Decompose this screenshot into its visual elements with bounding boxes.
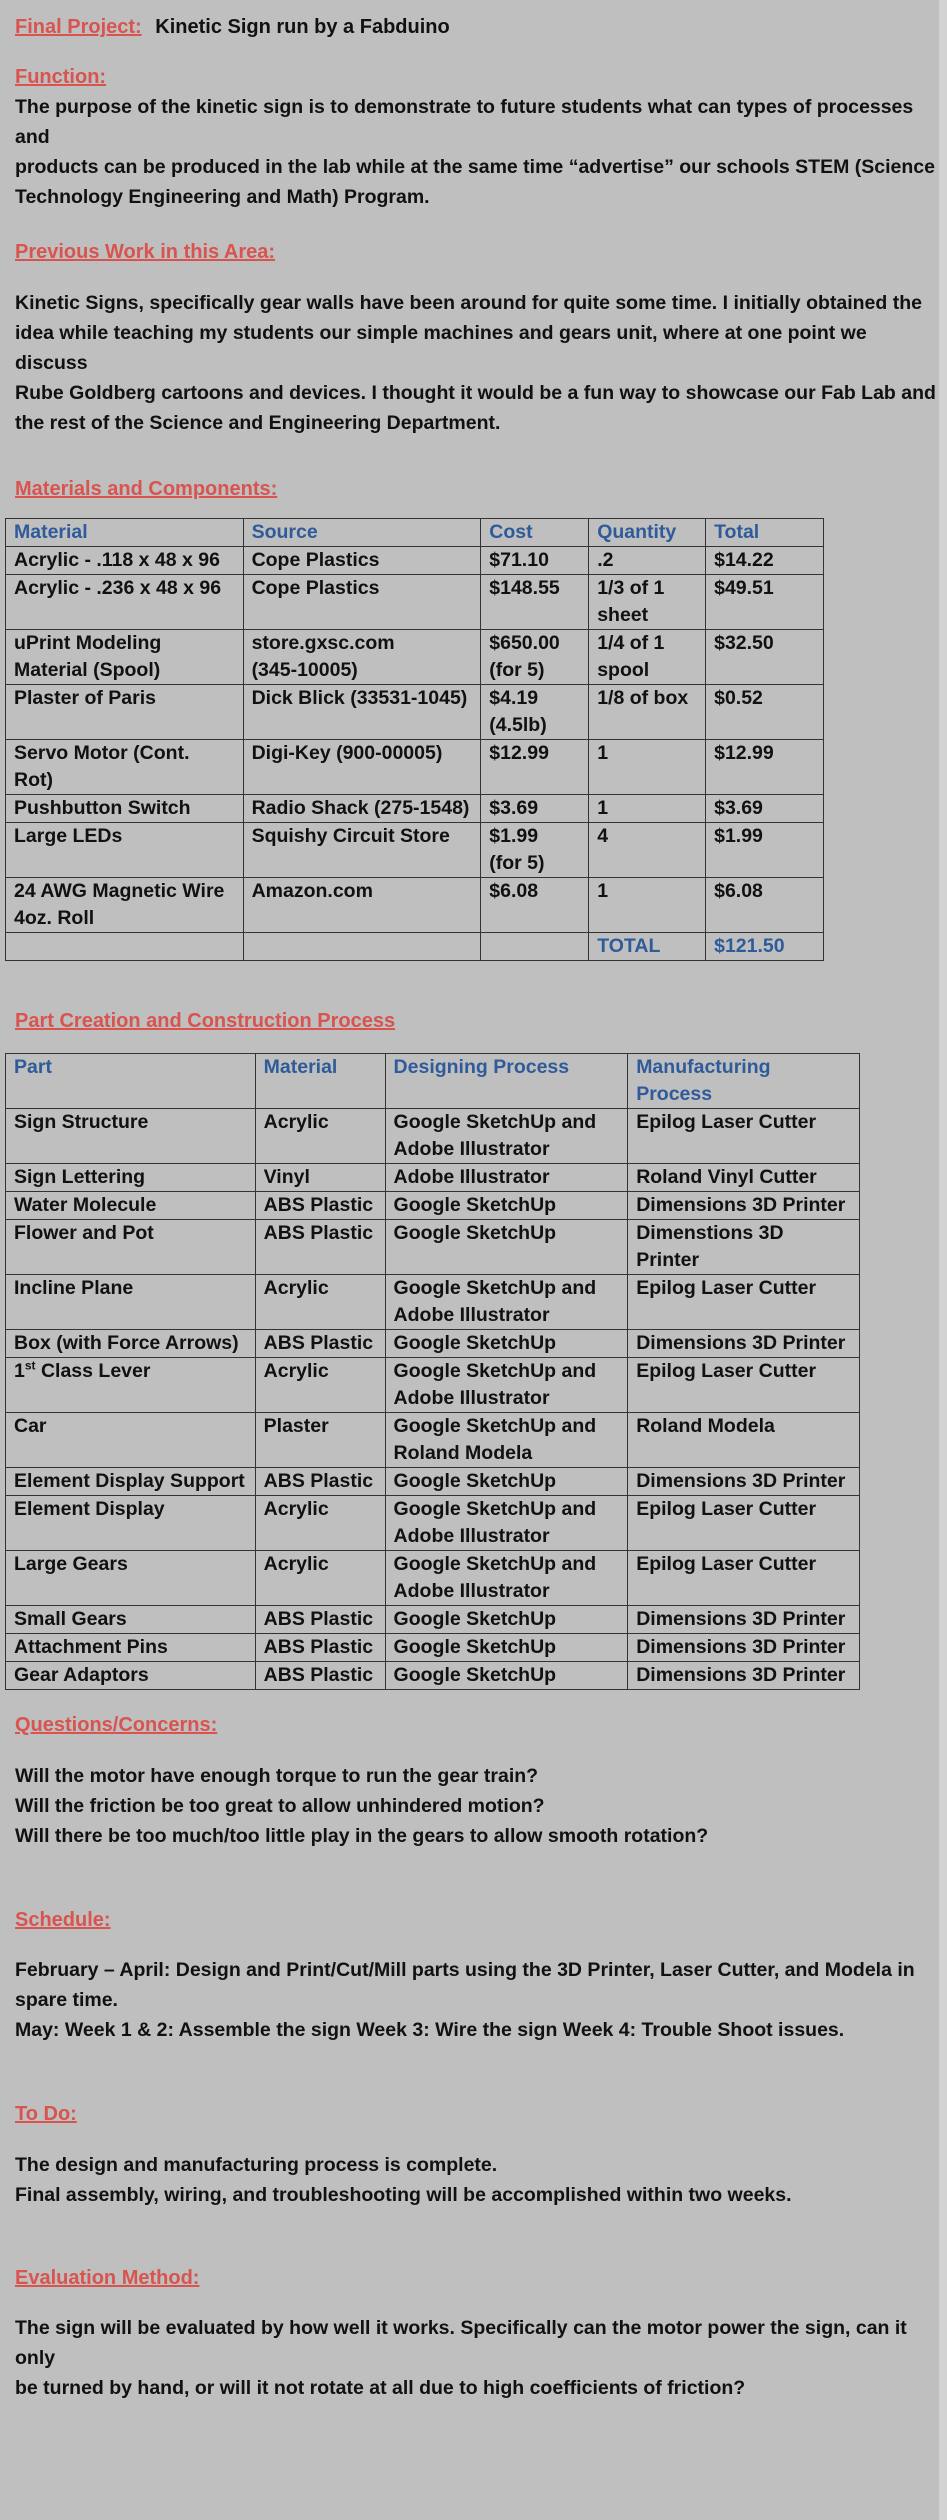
table-cell xyxy=(385,1109,628,1164)
cell-line: Acrylic - .236 x 48 x 96 xyxy=(14,577,222,599)
cell-line: Car xyxy=(14,1415,47,1437)
cell-line: ABS Plastic xyxy=(263,1664,374,1686)
cell-line: Dimensions 3D Printer xyxy=(636,1608,846,1630)
table-cell xyxy=(255,1220,385,1275)
cell-line: .2 xyxy=(597,549,614,571)
cell-line: Pushbutton Switch xyxy=(14,797,191,819)
table-cell xyxy=(385,1164,628,1192)
parts-heading: Part Creation and Construction Process xyxy=(15,1010,396,1032)
cell-line: (for 5) xyxy=(489,659,545,681)
schedule-heading: Schedule: xyxy=(15,1909,111,1931)
table-cell xyxy=(243,823,481,878)
project-title xyxy=(15,12,450,42)
table-cell xyxy=(385,1220,628,1275)
table-cell xyxy=(706,575,824,630)
cell-line: Digi-Key (900-00005) xyxy=(251,742,443,764)
cell-line: Acrylic xyxy=(263,1498,329,1520)
cell-line: Google SketchUp xyxy=(393,1608,557,1630)
table-cell xyxy=(628,1358,860,1413)
table-row xyxy=(6,740,824,795)
cell-line: 4 xyxy=(597,825,609,847)
cell-line: 4oz. Roll xyxy=(14,907,95,929)
table-cell xyxy=(6,547,244,575)
table-cell xyxy=(628,1109,860,1164)
total-value: $121.50 xyxy=(706,933,824,961)
table-cell xyxy=(385,1192,628,1220)
materials-table xyxy=(5,518,824,961)
cell-line: Epilog Laser Cutter xyxy=(636,1498,817,1520)
questions-heading: Questions/Concerns: xyxy=(15,1714,218,1736)
table-cell xyxy=(628,1330,860,1358)
question-line: Will the friction be too great to allow unhindered motion? xyxy=(15,1795,545,1817)
table-cell xyxy=(6,1330,256,1358)
table-cell xyxy=(589,878,706,933)
function-heading: Function: xyxy=(15,66,107,88)
table-row xyxy=(6,1109,860,1164)
cell-line: Roland Modela xyxy=(636,1415,775,1437)
cell-line: $3.69 xyxy=(714,797,763,819)
cell-line: Google SketchUp xyxy=(393,1332,557,1354)
cell-line: (345-10005) xyxy=(251,659,358,681)
cell-line: Roland Vinyl Cutter xyxy=(636,1166,817,1188)
function-section xyxy=(15,62,940,212)
cell-line: Plaster xyxy=(263,1415,329,1437)
cell-line: ABS Plastic xyxy=(263,1222,374,1244)
ordinal-suffix: st xyxy=(24,1358,36,1373)
table-cell xyxy=(385,1468,628,1496)
materials-header-row xyxy=(6,519,824,547)
table-row xyxy=(6,1413,860,1468)
table-row xyxy=(6,795,824,823)
cell-line: Box (with Force Arrows) xyxy=(14,1332,239,1354)
table-cell xyxy=(243,685,481,740)
table-cell xyxy=(481,547,589,575)
table-cell xyxy=(6,740,244,795)
cell-line: Sign Lettering xyxy=(14,1166,146,1188)
cell-line: $49.51 xyxy=(714,577,774,599)
table-cell xyxy=(6,795,244,823)
table-cell xyxy=(255,1413,385,1468)
cell-line: 1/4 of 1 xyxy=(597,632,665,654)
table-cell xyxy=(243,740,481,795)
cell-line: Large LEDs xyxy=(14,825,123,847)
table-row xyxy=(6,1551,860,1606)
cell-line: Printer xyxy=(636,1249,700,1271)
table-cell xyxy=(255,1275,385,1330)
table-cell xyxy=(589,823,706,878)
materials-section xyxy=(15,474,940,504)
table-cell xyxy=(628,1662,860,1690)
table-cell xyxy=(628,1551,860,1606)
todo-heading: To Do: xyxy=(15,2103,77,2125)
cell-line: Gear Adaptors xyxy=(14,1664,149,1686)
cell-line: Dimensions 3D Printer xyxy=(636,1664,846,1686)
table-cell xyxy=(481,823,589,878)
previous-work-line: Rube Goldberg cartoons and devices. I thought it would be a fun way to showcase our Fab Lab and xyxy=(15,382,936,404)
table-cell xyxy=(628,1413,860,1468)
parts-section xyxy=(15,1006,940,1036)
table-cell xyxy=(6,1662,256,1690)
table-cell xyxy=(628,1220,860,1275)
cell-line: Adobe Illustrator xyxy=(393,1166,550,1188)
cell-line: 1 xyxy=(597,880,609,902)
cell-line: $1.99 xyxy=(714,825,763,847)
project-title-text: Kinetic Sign run by a Fabduino xyxy=(155,16,450,38)
table-row xyxy=(6,1358,860,1413)
cell-line: Epilog Laser Cutter xyxy=(636,1360,817,1382)
cell-line: $1.99 xyxy=(489,825,539,847)
table-cell xyxy=(481,685,589,740)
parts-col-header: Manufacturing Process xyxy=(628,1054,860,1109)
total-label: TOTAL xyxy=(589,933,706,961)
cell-line: Amazon.com xyxy=(251,880,373,902)
evaluation-line: be turned by hand, or will it not rotate at all due to high coefficients of friction? xyxy=(15,2377,746,2399)
evaluation-heading: Evaluation Method: xyxy=(15,2267,200,2289)
table-cell xyxy=(243,630,481,685)
table-cell xyxy=(628,1275,860,1330)
cell-line: ABS Plastic xyxy=(263,1470,374,1492)
cell-line: Google SketchUp and xyxy=(393,1111,597,1133)
materials-body xyxy=(6,547,824,933)
table-cell xyxy=(243,575,481,630)
cell-line: Acrylic xyxy=(263,1553,329,1575)
table-cell xyxy=(481,795,589,823)
table-cell xyxy=(6,1468,256,1496)
todo-body xyxy=(15,2150,940,2210)
table-cell xyxy=(6,933,244,961)
cell-line: Attachment Pins xyxy=(14,1636,168,1658)
cell-line: Dimensions 3D Printer xyxy=(636,1470,846,1492)
evaluation-line: The sign will be evaluated by how well it works. Specifically can the motor power the sign, can it only xyxy=(15,2317,907,2369)
materials-col-header: Source xyxy=(243,519,481,547)
cell-line: ABS Plastic xyxy=(263,1608,374,1630)
materials-col-header: Material xyxy=(6,519,244,547)
cell-line: Roland Modela xyxy=(393,1442,533,1464)
cell-line: $71.10 xyxy=(489,549,549,571)
table-cell xyxy=(385,1634,628,1662)
cell-line: Epilog Laser Cutter xyxy=(636,1553,817,1575)
table-cell xyxy=(6,1164,256,1192)
previous-work-line: idea while teaching my students our simple machines and gears unit, where at one point we discuss xyxy=(15,322,867,374)
table-cell xyxy=(706,685,824,740)
table-cell xyxy=(706,823,824,878)
cell-line: Google SketchUp xyxy=(393,1470,557,1492)
table-row xyxy=(6,1496,860,1551)
table-cell xyxy=(385,1606,628,1634)
table-cell xyxy=(385,1413,628,1468)
table-cell xyxy=(243,933,481,961)
table-cell xyxy=(385,1358,628,1413)
cell-line: Google SketchUp xyxy=(393,1664,557,1686)
table-cell xyxy=(6,1109,256,1164)
table-cell xyxy=(6,630,244,685)
cell-line: Water Molecule xyxy=(14,1194,157,1216)
table-cell xyxy=(6,878,244,933)
cell-line: Epilog Laser Cutter xyxy=(636,1111,817,1133)
parts-table xyxy=(5,1053,860,1690)
table-cell xyxy=(255,1109,385,1164)
table-row xyxy=(6,630,824,685)
questions-body xyxy=(15,1761,940,1851)
cell-line: Google SketchUp and xyxy=(393,1415,597,1437)
cell-line: (4.5lb) xyxy=(489,714,547,736)
table-cell xyxy=(589,575,706,630)
table-cell xyxy=(6,1496,256,1551)
todo-section xyxy=(15,2099,940,2129)
schedule-line: February – April: Design and Print/Cut/Mill parts using the 3D Printer, Laser Cutter, and Modela in xyxy=(15,1959,915,1981)
cell-line: (for 5) xyxy=(489,852,545,874)
table-cell xyxy=(589,547,706,575)
cell-line: Material (Spool) xyxy=(14,659,161,681)
question-line: Will the motor have enough torque to run the gear train? xyxy=(15,1765,539,1787)
cell-line: Vinyl xyxy=(263,1166,310,1188)
table-cell xyxy=(706,547,824,575)
table-cell xyxy=(589,630,706,685)
table-cell xyxy=(6,1358,256,1413)
todo-line: Final assembly, wiring, and troubleshooting will be accomplished within two weeks. xyxy=(15,2184,792,2206)
table-cell xyxy=(481,740,589,795)
table-row xyxy=(6,1634,860,1662)
schedule-body xyxy=(15,1955,940,2045)
function-line: products can be produced in the lab while at the same time “advertise” our schools STEM (Science xyxy=(15,156,935,178)
cell-line: Google SketchUp and xyxy=(393,1498,597,1520)
table-cell xyxy=(481,933,589,961)
cell-line: Element Display Support xyxy=(14,1470,245,1492)
cell-line: $650.00 xyxy=(489,632,560,654)
table-cell xyxy=(6,1634,256,1662)
cell-line: Cope Plastics xyxy=(251,577,380,599)
cell-line: $32.50 xyxy=(714,632,774,654)
previous-work-heading: Previous Work in this Area: xyxy=(15,241,276,263)
project-title-label: Final Project: xyxy=(15,16,142,38)
function-body xyxy=(15,92,940,212)
cell-line: ABS Plastic xyxy=(263,1636,374,1658)
table-cell xyxy=(255,1551,385,1606)
cell-line: Element Display xyxy=(14,1498,165,1520)
table-cell xyxy=(628,1496,860,1551)
cell-line: store.gxsc.com xyxy=(251,632,395,654)
cell-line: 1/8 of box xyxy=(597,687,689,709)
questions-section xyxy=(15,1710,940,1740)
materials-col-header: Cost xyxy=(481,519,589,547)
table-row xyxy=(6,547,824,575)
table-cell xyxy=(706,878,824,933)
table-cell xyxy=(628,1164,860,1192)
table-cell xyxy=(6,1551,256,1606)
table-cell xyxy=(385,1551,628,1606)
cell-line: Dimensions 3D Printer xyxy=(636,1636,846,1658)
todo-line: The design and manufacturing process is complete. xyxy=(15,2154,498,2176)
materials-heading: Materials and Components: xyxy=(15,478,278,500)
cell-line: $0.52 xyxy=(714,687,763,709)
table-row xyxy=(6,1330,860,1358)
table-cell xyxy=(481,630,589,685)
parts-body xyxy=(6,1109,860,1690)
cell-line: Epilog Laser Cutter xyxy=(636,1277,817,1299)
table-row xyxy=(6,685,824,740)
table-row xyxy=(6,1164,860,1192)
table-cell xyxy=(243,547,481,575)
cell-line: Adobe Illustrator xyxy=(393,1387,550,1409)
table-row xyxy=(6,1662,860,1690)
table-cell xyxy=(628,1634,860,1662)
cell-line: Large Gears xyxy=(14,1553,128,1575)
cell-line: $4.19 xyxy=(489,687,539,709)
cell-line: uPrint Modeling xyxy=(14,632,162,654)
cell-line: Acrylic xyxy=(263,1360,329,1382)
table-row xyxy=(6,823,824,878)
question-line: Will there be too much/too little play in the gears to allow smooth rotation? xyxy=(15,1825,709,1847)
cell-line: Acrylic xyxy=(263,1111,329,1133)
schedule-line: spare time. xyxy=(15,1989,118,2011)
table-cell xyxy=(255,1330,385,1358)
table-cell xyxy=(6,685,244,740)
table-cell xyxy=(6,575,244,630)
cell-line: ABS Plastic xyxy=(263,1332,374,1354)
table-cell xyxy=(628,1192,860,1220)
cell-line: Google SketchUp and xyxy=(393,1360,597,1382)
cell-line: Google SketchUp and xyxy=(393,1277,597,1299)
cell-line: Dimensions 3D Printer xyxy=(636,1194,846,1216)
page-edge xyxy=(939,0,947,2520)
table-cell xyxy=(255,1468,385,1496)
cell-line: 24 AWG Magnetic Wire xyxy=(14,880,225,902)
previous-work-section xyxy=(15,237,940,267)
table-cell xyxy=(706,630,824,685)
cell-line: Plaster of Paris xyxy=(14,687,156,709)
previous-work-body xyxy=(15,288,940,438)
table-cell xyxy=(706,740,824,795)
cell-line: Dimensions 3D Printer xyxy=(636,1332,846,1354)
table-row xyxy=(6,1220,860,1275)
function-line: Technology Engineering and Math) Program. xyxy=(15,186,430,208)
cell-line: $14.22 xyxy=(714,549,774,571)
materials-col-header: Quantity xyxy=(589,519,706,547)
table-cell xyxy=(589,740,706,795)
cell-line: Adobe Illustrator xyxy=(393,1304,550,1326)
table-cell xyxy=(255,1164,385,1192)
cell-line: 1 xyxy=(597,742,609,764)
table-cell xyxy=(628,1468,860,1496)
cell-line: Servo Motor (Cont. xyxy=(14,742,190,764)
cell-line: Adobe Illustrator xyxy=(393,1580,550,1602)
table-row xyxy=(6,575,824,630)
cell-line: Google SketchUp and xyxy=(393,1553,597,1575)
table-cell xyxy=(243,878,481,933)
cell-line: Google SketchUp xyxy=(393,1222,557,1244)
cell-line: sheet xyxy=(597,604,649,626)
cell-line: Adobe Illustrator xyxy=(393,1138,550,1160)
table-cell xyxy=(255,1192,385,1220)
cell-line: Dick Blick (33531-1045) xyxy=(251,687,468,709)
table-cell xyxy=(481,878,589,933)
cell-line: $12.99 xyxy=(489,742,549,764)
cell-line: Google SketchUp xyxy=(393,1194,557,1216)
table-cell xyxy=(255,1496,385,1551)
schedule-line: May: Week 1 & 2: Assemble the sign Week 3: Wire the sign Week 4: Trouble Shoot issues. xyxy=(15,2019,845,2041)
schedule-section xyxy=(15,1905,940,1935)
table-cell xyxy=(6,823,244,878)
table-cell xyxy=(385,1330,628,1358)
function-line: The purpose of the kinetic sign is to demonstrate to future students what can types of processes and xyxy=(15,96,914,148)
cell-line: Flower and Pot xyxy=(14,1222,154,1244)
table-cell xyxy=(481,575,589,630)
cell-line: Dimenstions 3D xyxy=(636,1222,784,1244)
table-cell xyxy=(6,1220,256,1275)
table-cell xyxy=(6,1606,256,1634)
previous-work-line: the rest of the Science and Engineering Department. xyxy=(15,412,501,434)
cell-line: $6.08 xyxy=(714,880,763,902)
cell-line: Incline Plane xyxy=(14,1277,134,1299)
cell-line: Sign Structure xyxy=(14,1111,149,1133)
materials-col-header: Total xyxy=(706,519,824,547)
table-cell xyxy=(6,1275,256,1330)
cell-line: $3.69 xyxy=(489,797,539,819)
parts-col-header: Part xyxy=(6,1054,256,1109)
cell-line: $148.55 xyxy=(489,577,560,599)
table-cell xyxy=(6,1413,256,1468)
cell-line: Acrylic - .118 x 48 x 96 xyxy=(14,549,220,571)
cell-line: Small Gears xyxy=(14,1608,127,1630)
table-row xyxy=(6,1468,860,1496)
evaluation-section xyxy=(15,2263,940,2293)
cell-line: 1/3 of 1 xyxy=(597,577,665,599)
cell-line: Adobe Illustrator xyxy=(393,1525,550,1547)
cell-line: ABS Plastic xyxy=(263,1194,374,1216)
table-row xyxy=(6,1192,860,1220)
table-cell xyxy=(385,1496,628,1551)
table-cell xyxy=(589,685,706,740)
cell-line: Rot) xyxy=(14,769,53,791)
table-cell xyxy=(706,795,824,823)
cell-line: Squishy Circuit Store xyxy=(251,825,450,847)
table-cell xyxy=(255,1606,385,1634)
parts-header-row xyxy=(6,1054,860,1109)
cell-line: 1 xyxy=(597,797,609,819)
table-cell xyxy=(243,795,481,823)
cell-line: 1st Class Lever xyxy=(14,1358,151,1382)
table-row xyxy=(6,1275,860,1330)
table-cell xyxy=(6,1192,256,1220)
parts-col-header: Designing Process xyxy=(385,1054,628,1109)
table-row xyxy=(6,1606,860,1634)
cell-line: Google SketchUp xyxy=(393,1636,557,1658)
table-row xyxy=(6,878,824,933)
cell-line: $6.08 xyxy=(489,880,539,902)
table-cell xyxy=(385,1275,628,1330)
table-cell xyxy=(255,1634,385,1662)
cell-line: spool xyxy=(597,659,650,681)
table-cell xyxy=(255,1358,385,1413)
parts-col-header: Material xyxy=(255,1054,385,1109)
table-cell xyxy=(628,1606,860,1634)
cell-line: Radio Shack (275-1548) xyxy=(251,797,470,819)
evaluation-body xyxy=(15,2313,940,2403)
cell-line: $12.99 xyxy=(714,742,774,764)
table-cell xyxy=(385,1662,628,1690)
previous-work-line: Kinetic Signs, specifically gear walls have been around for quite some time. I initially obtained the xyxy=(15,292,922,314)
table-cell xyxy=(255,1662,385,1690)
cell-line: Acrylic xyxy=(263,1277,329,1299)
materials-total-row xyxy=(6,933,824,961)
table-cell xyxy=(589,795,706,823)
cell-line: Cope Plastics xyxy=(251,549,380,571)
